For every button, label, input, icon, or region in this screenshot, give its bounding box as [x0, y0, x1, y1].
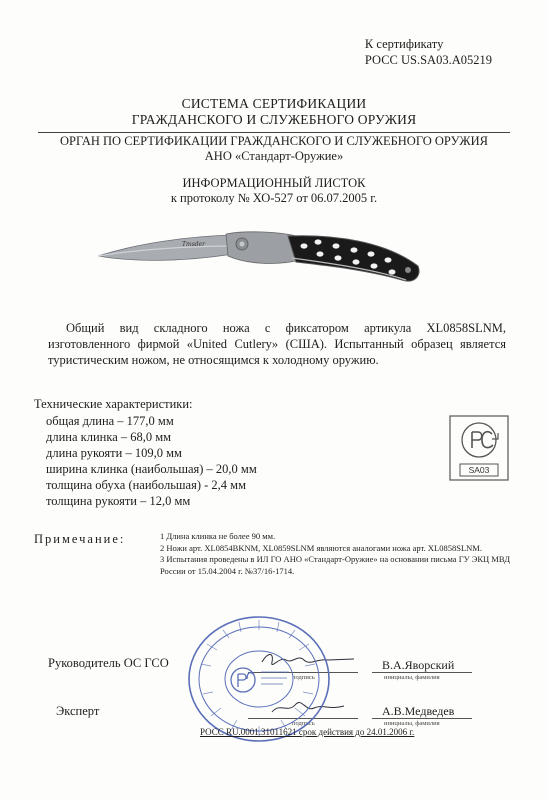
system-title-line2: ГРАЖДАНСКОГО И СЛУЖЕБНОГО ОРУЖИЯ: [131, 112, 417, 127]
head-role: Руководитель ОС ГСО: [48, 656, 169, 670]
organization-round-seal: [183, 612, 335, 746]
spec-row: толщина обуха (наибольшая) - 2,4 мм: [46, 478, 246, 492]
rst-code: SA03: [468, 465, 490, 475]
svg-text:Tmsder: Tmsder: [182, 241, 206, 248]
note-item: 1 Длина клинка не более 90 мм.: [160, 531, 276, 541]
head-name: В.А.Яворский: [382, 658, 455, 672]
header-rule: [38, 132, 510, 133]
notes-label: Примечание:: [34, 532, 126, 546]
info-sheet-heading: ИНФОРМАЦИОННЫЙ ЛИСТОК: [182, 176, 366, 190]
system-title-line1: СИСТЕМА СЕРТИФИКАЦИИ: [181, 96, 367, 111]
expert-name: А.В.Медведев: [382, 704, 455, 718]
expert-name-caption: инициалы, фамилия: [384, 720, 440, 727]
info-sheet-title: [0, 176, 548, 206]
cert-ref-line1: К сертификату: [364, 37, 444, 51]
organ-title-line1: ОРГАН ПО СЕРТИФИКАЦИИ ГРАЖДАНСКОГО И СЛУЖЕБНОГО ОРУЖИЯ: [60, 134, 488, 148]
cert-ref-number: РОСС US.SA03.A05219: [364, 53, 492, 67]
note-item: 2 Ножи арт. XL0854BKNM, XL0859SLNM являются аналогами ножа арт. XL0858SLNM.: [160, 542, 482, 553]
spec-row: длина рукояти – 109,0 мм: [46, 446, 182, 460]
knife-photo: [96, 226, 426, 296]
organ-title-line2: АНО «Стандарт-Оружие»: [204, 149, 344, 163]
system-title: [0, 96, 548, 128]
technical-specs: [34, 396, 257, 509]
spec-row: длина клинка – 68,0 мм: [46, 430, 172, 444]
head-sign-caption: подпись: [292, 674, 315, 681]
head-name-caption: инициалы, фамилия: [384, 674, 440, 681]
spec-row: ширина клинка (наибольшая) – 20,0 мм: [46, 462, 257, 476]
protocol-reference: к протоколу № ХО-527 от 06.07.2005 г.: [170, 191, 378, 205]
certificate-reference: [365, 36, 492, 68]
expert-role: Эксперт: [56, 704, 100, 718]
spec-row: толщина рукояти – 12,0 мм: [46, 494, 191, 508]
rst-certification-mark: [448, 414, 510, 482]
spec-row: общая длина – 177,0 мм: [46, 414, 174, 428]
knife-description: Общий вид складного ножа с фиксатором артикула XL0858SLNM, изготовленного фирмой «United Cutlery» (США). Испытанный образец является туристическим ножом, не относящимся к холодному оружию.: [48, 321, 506, 367]
note-item: 3 Испытания проведены в ИЛ ГО АНО «Стандарт-Оружие» на основании письма ГУ ЭКЦ МВД России от 15.04.2004 г. №37/16-1714.: [160, 554, 511, 576]
head-name-line: [372, 672, 472, 673]
specs-heading: Технические характеристики:: [34, 397, 193, 411]
expert-name-line: [372, 718, 472, 719]
organ-title: [0, 134, 548, 164]
accreditation-footer: РОСС RU.0001.31011621 срок действия до 24.01.2006 г.: [200, 727, 415, 737]
expert-sign-caption: подпись: [292, 720, 315, 727]
notes-list: [160, 531, 512, 577]
